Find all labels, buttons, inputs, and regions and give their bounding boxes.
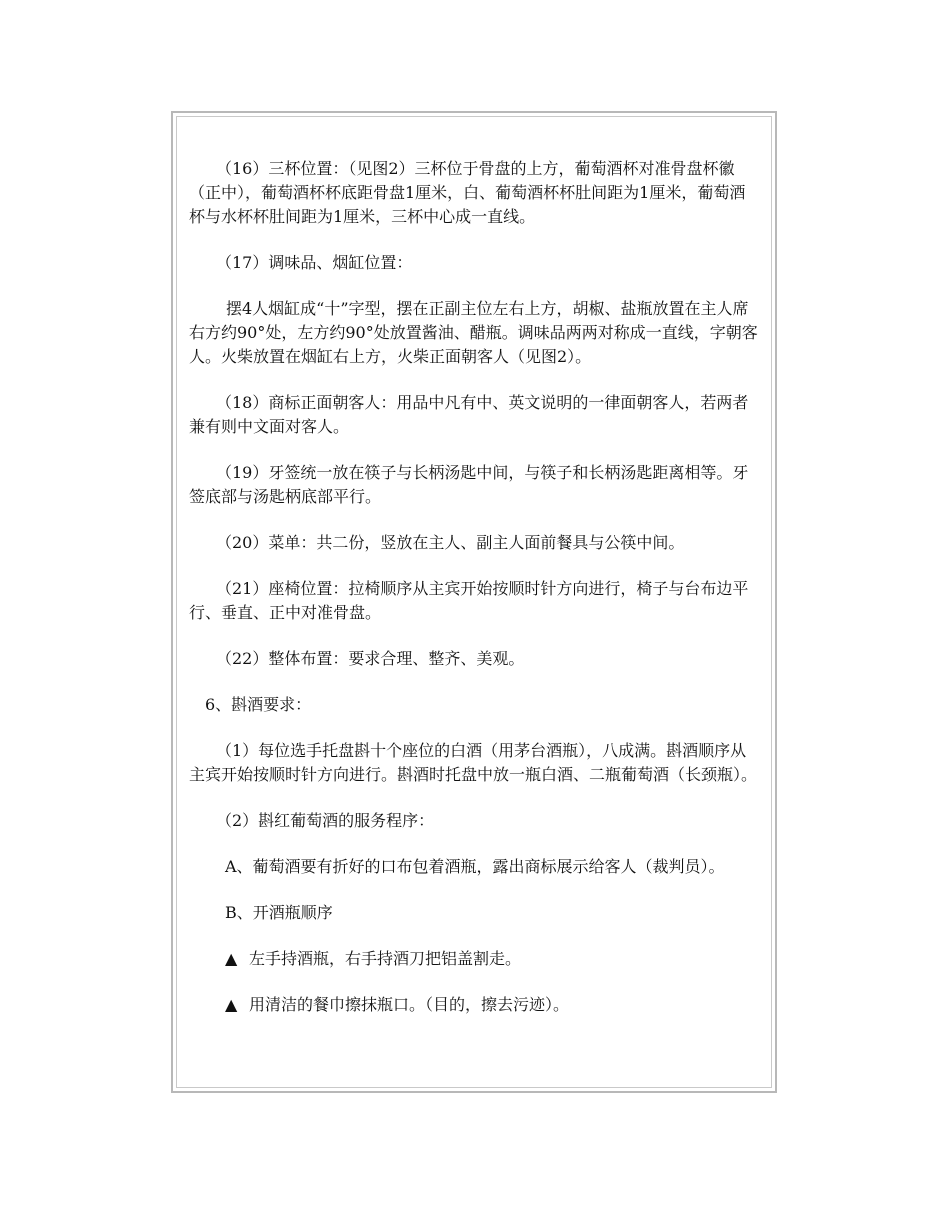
paragraph-16: （16）三杯位置：（见图2）三杯位于骨盘的上方，葡萄酒杯对准骨盘杯徽（正中），葡萄酒杯杯底距骨盘1厘米，白、葡萄酒杯杯肚间距为1厘米，葡萄酒杯与水杯杯肚间距为1厘米，三杯中心成一直线。 [189, 159, 746, 226]
triangle-bullet-icon: ▲ [225, 949, 238, 968]
paragraph-6-2: （2）斟红葡萄酒的服务程序： [216, 811, 435, 830]
bullet-text: 用清洁的餐巾擦抹瓶口。（目的，擦去污迹）。 [249, 995, 570, 1014]
content-inner [176, 116, 772, 1088]
paragraph-22: （22）整体布置：要求合理、整齐、美观。 [216, 649, 525, 668]
bullet-text: 左手持酒瓶，右手持酒刀把铝盖割走。 [249, 949, 522, 968]
paragraph-18: （18）商标正面朝客人：用品中凡有中、英文说明的一律面朝客人，若两者兼有则中文面对客人。 [189, 393, 749, 436]
triangle-bullet-icon: ▲ [225, 995, 238, 1014]
paragraph-17-heading: （17）调味品、烟缸位置： [216, 253, 413, 272]
paragraph-6-2-b: B、开酒瓶顺序 [225, 903, 333, 922]
paragraph-19: （19）牙签统一放在筷子与长柄汤匙中间，与筷子和长柄汤匙距离相等。牙签底部与汤匙柄底部平行。 [189, 463, 749, 506]
bullet-item [189, 993, 761, 1017]
paragraph-6-1: （1）每位选手托盘斟十个座位的白酒（用茅台酒瓶），八成满。斟酒顺序从主宾开始按顺时针方向进行。斟酒时托盘中放一瓶白酒、二瓶葡萄酒（长颈瓶）。 [189, 741, 758, 784]
paragraph-6-2-a: A、葡萄酒要有折好的口布包着酒瓶，露出商标展示给客人（裁判员）。 [225, 857, 725, 876]
paragraph-17-body: 摆4人烟缸成“十”字型，摆在正副主位左右上方，胡椒、盐瓶放置在主人席右方约90°处，左方约90°处放置酱油、醋瓶。调味品两两对称成一直线，字朝客人。火柴放置在烟缸右上方，火柴正面朝客人（见图2）。 [189, 299, 758, 366]
paragraph-20: （20）菜单：共二份，竖放在主人、副主人面前餐具与公筷中间。 [216, 533, 685, 552]
content-frame [171, 111, 777, 1093]
section-6-heading: 6、斟酒要求： [205, 695, 312, 714]
bullet-item [189, 947, 761, 971]
paragraph-21: （21）座椅位置：拉椅顺序从主宾开始按顺时针方向进行，椅子与台布边平行、垂直、正中对准骨盘。 [189, 579, 749, 622]
